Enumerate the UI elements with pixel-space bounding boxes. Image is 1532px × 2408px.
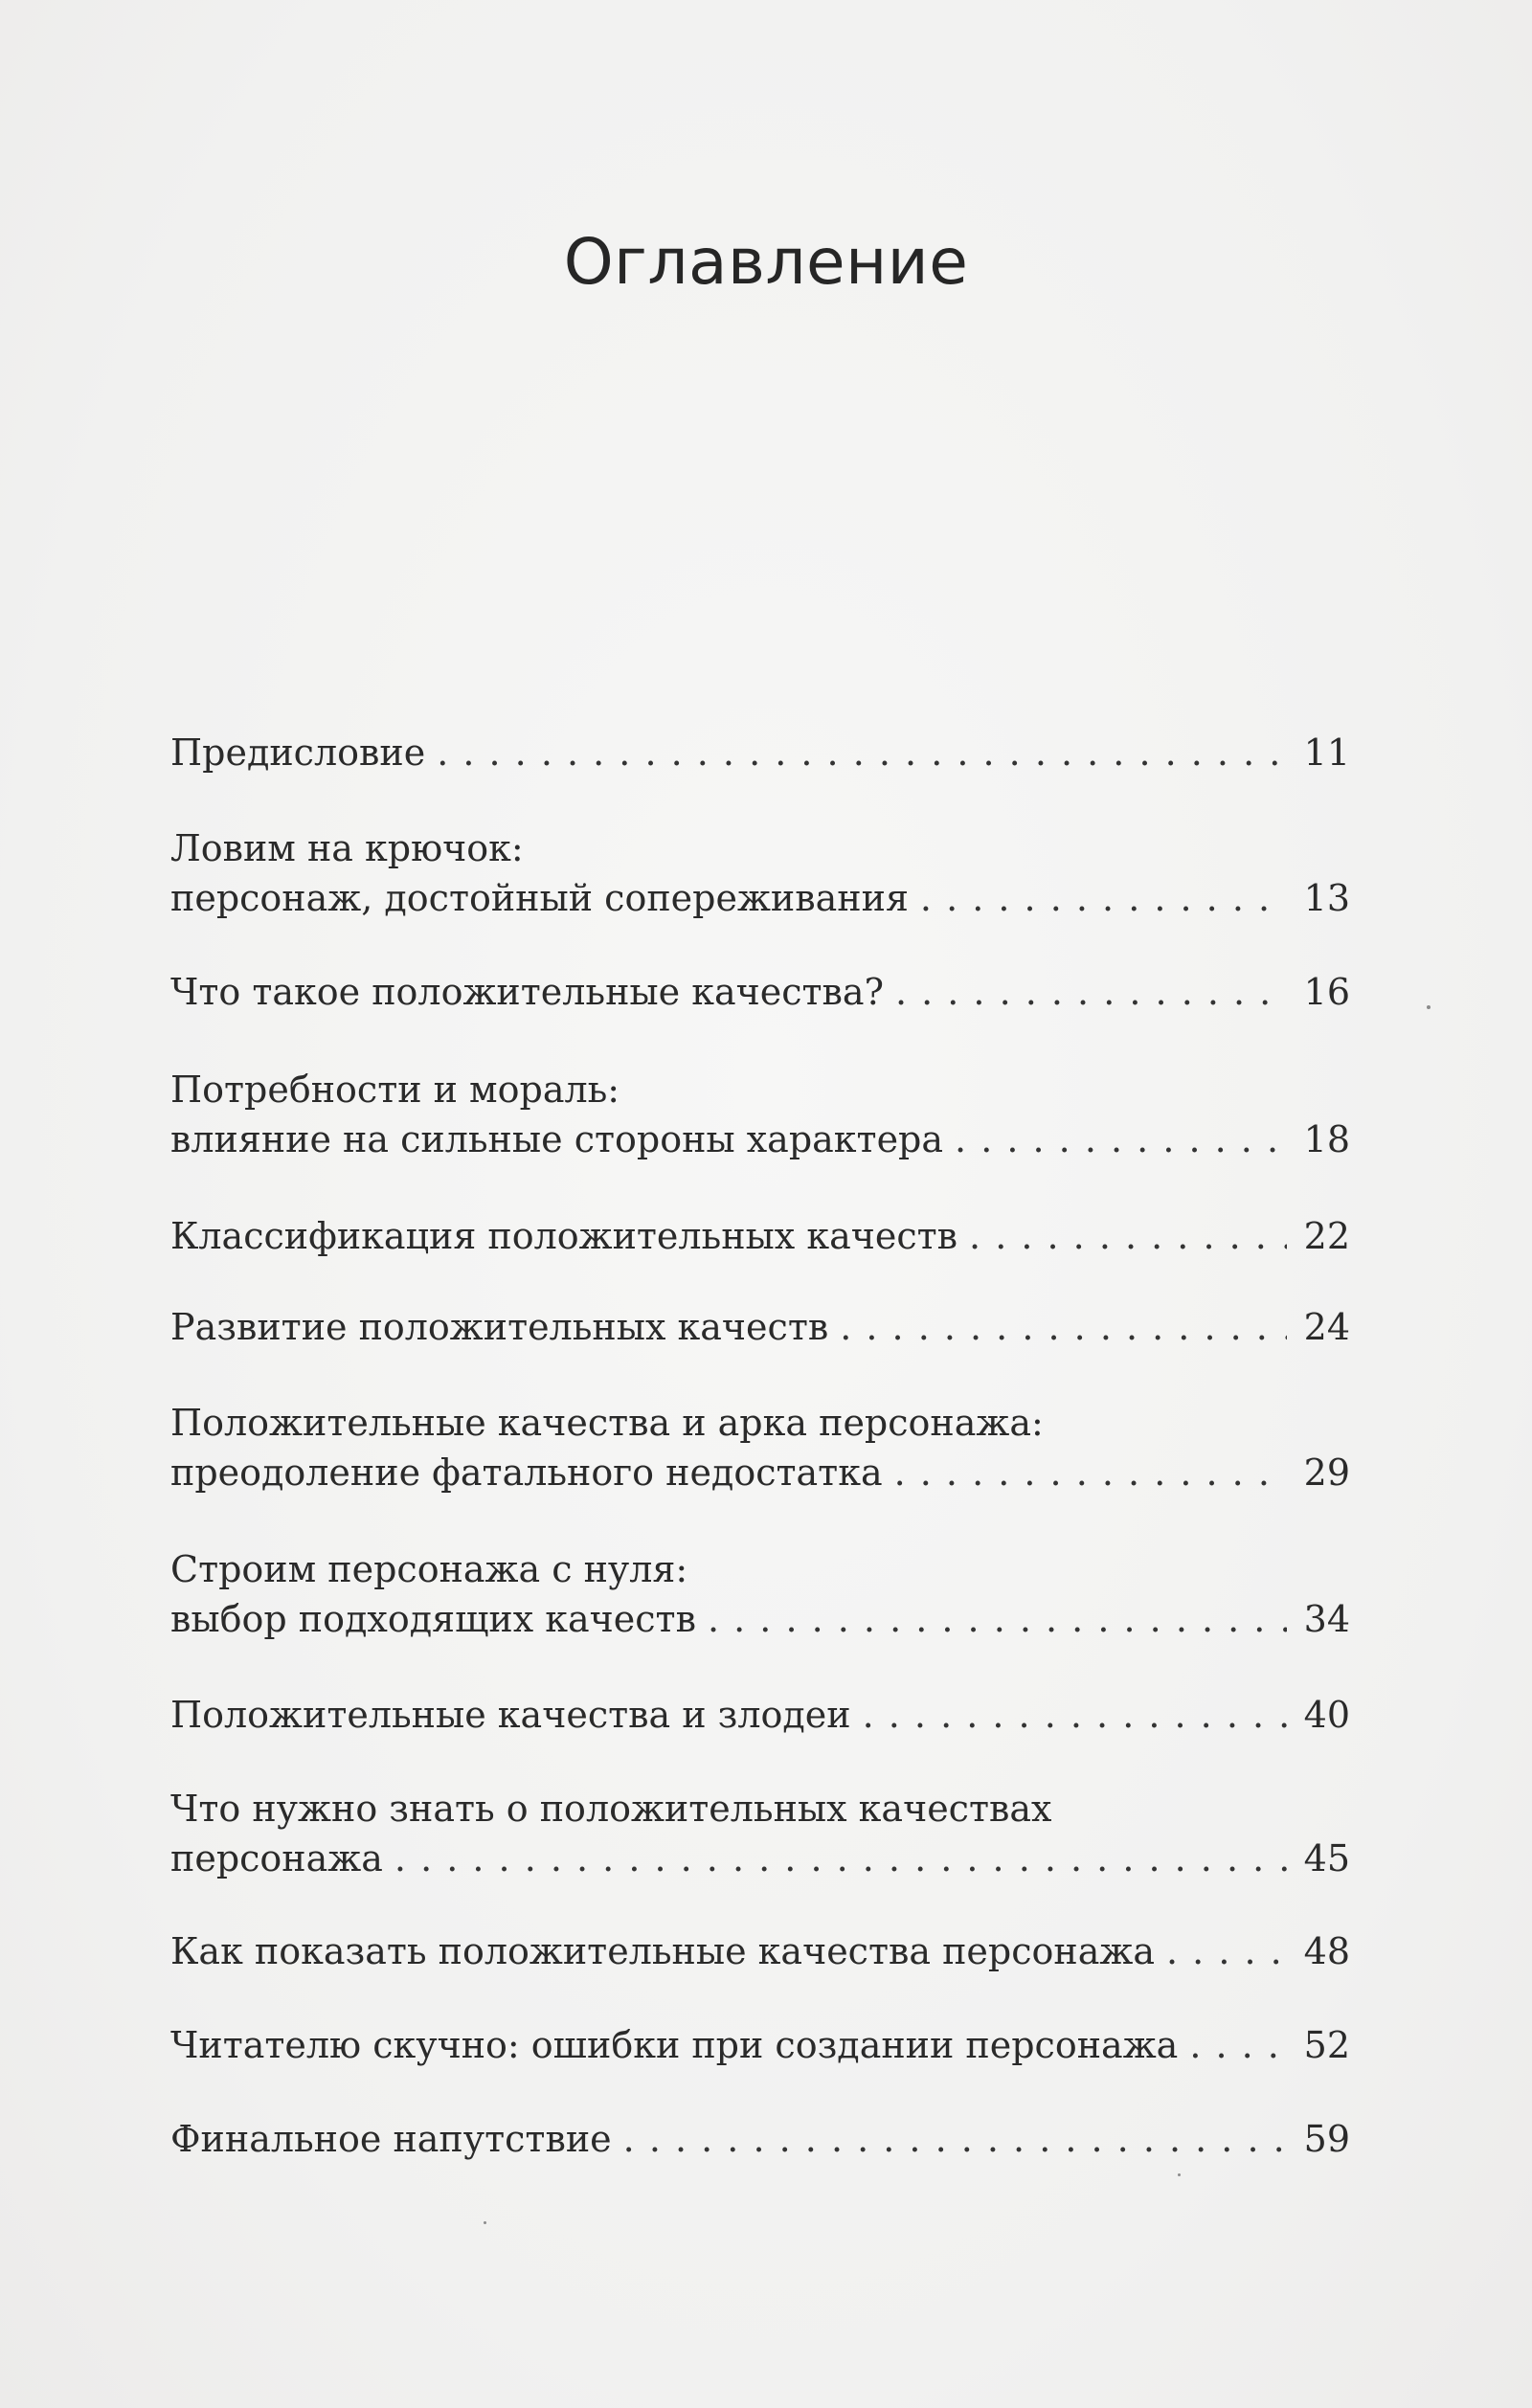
toc-page-number: 29 (1303, 1452, 1350, 1494)
toc-entry (170, 1544, 1350, 1644)
toc-entry-title: влияние на сильные стороны характера (170, 1118, 944, 1160)
toc-page-number: 11 (1303, 731, 1350, 774)
toc-entry-line (170, 1594, 1350, 1644)
toc-entry-line: Что нужно знать о положительных качествах (170, 1788, 1052, 1830)
toc-entry-line (170, 728, 1350, 777)
paper-speck (1178, 2173, 1181, 2176)
toc-entry (170, 2020, 1350, 2070)
toc-entry-line (170, 2020, 1350, 2070)
paper-speck (1427, 1005, 1431, 1009)
toc-page-number: 52 (1303, 2024, 1350, 2066)
toc-entry (170, 1690, 1350, 1740)
toc-entry-line (170, 1448, 1350, 1497)
toc-entry-line: Строим персонажа с нуля: (170, 1548, 688, 1590)
page-title: Оглавление (563, 225, 969, 299)
toc-entry-line: Ловим на крючок: (170, 827, 524, 869)
toc-entry-line (170, 1926, 1350, 1976)
dot-leader (437, 728, 1287, 777)
toc-entry-title: Финальное напутствие (170, 2118, 612, 2160)
toc-entry (170, 728, 1350, 777)
toc-entry (170, 1784, 1350, 1883)
toc-entry-title: преодоление фатального недостатка (170, 1452, 883, 1494)
toc-entry (170, 1398, 1350, 1497)
dot-leader (895, 967, 1287, 1017)
toc-entry (170, 1926, 1350, 1976)
toc-entry-title: Положительные качества и злодеи (170, 1694, 851, 1736)
dot-leader (920, 873, 1287, 923)
toc-page-number: 24 (1303, 1306, 1350, 1348)
toc-entry-line (170, 873, 1350, 923)
dot-leader (969, 1211, 1287, 1261)
toc-entry (170, 823, 1350, 923)
toc-entry-line: Потребности и мораль: (170, 1069, 620, 1111)
toc-entry-line (170, 1211, 1350, 1261)
toc-page-number: 45 (1303, 1837, 1350, 1879)
dot-leader (863, 1690, 1287, 1740)
paper-speck (484, 2221, 486, 2224)
dot-leader (840, 1302, 1287, 1352)
toc-entry-line (170, 1114, 1350, 1164)
toc-entry-line (170, 967, 1350, 1017)
toc-entry-title: Классификация положительных качеств (170, 1215, 958, 1257)
toc-entry-title: персонажа (170, 1837, 383, 1879)
toc-page-number: 48 (1303, 1930, 1350, 1972)
toc-entry (170, 1065, 1350, 1164)
dot-leader (708, 1594, 1287, 1644)
toc-page-number: 22 (1303, 1215, 1350, 1257)
toc-entry-line: Положительные качества и арка персонажа: (170, 1402, 1044, 1444)
toc-entry-line (170, 1690, 1350, 1740)
dot-leader (1166, 1926, 1287, 1976)
dot-leader (894, 1448, 1287, 1497)
toc-entry-title: Читателю скучно: ошибки при создании персонажа (170, 2024, 1179, 2066)
toc-entry-line (170, 2114, 1350, 2164)
toc-page-number: 16 (1303, 971, 1350, 1013)
toc-entry-title: Как показать положительные качества персонажа (170, 1930, 1156, 1972)
toc-page-number: 34 (1303, 1598, 1350, 1640)
dot-leader (394, 1834, 1287, 1883)
toc-entry-title: выбор подходящих качеств (170, 1598, 696, 1640)
toc-entry-title: Предисловие (170, 731, 426, 774)
toc-page-number: 59 (1303, 2118, 1350, 2160)
toc-entry (170, 2114, 1350, 2164)
toc-entry-title: персонаж, достойный сопереживания (170, 877, 909, 919)
dot-leader (955, 1114, 1287, 1164)
dot-leader (1189, 2020, 1287, 2070)
toc-entry (170, 1211, 1350, 1261)
toc-entry-line (170, 1302, 1350, 1352)
toc-entry-line (170, 1834, 1350, 1883)
toc-page-number: 13 (1303, 877, 1350, 919)
toc-page-number: 40 (1303, 1694, 1350, 1736)
toc-entry-title: Развитие положительных качеств (170, 1306, 829, 1348)
toc-entry (170, 967, 1350, 1017)
dot-leader (623, 2114, 1287, 2164)
toc-page-number: 18 (1303, 1118, 1350, 1160)
toc-entry-title: Что такое положительные качества? (170, 971, 884, 1013)
toc-entry (170, 1302, 1350, 1352)
